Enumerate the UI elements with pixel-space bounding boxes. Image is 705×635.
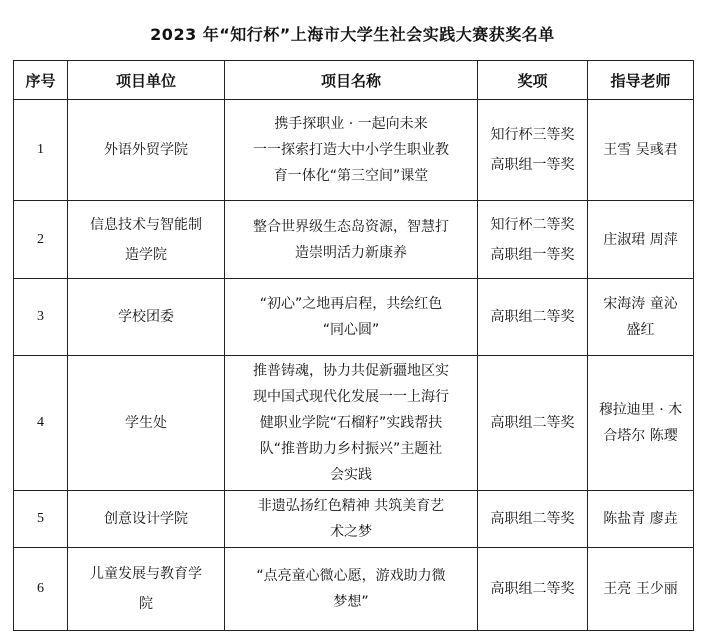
index-cell-line: 6: [37, 581, 44, 596]
award-cell-line: 高职组二等奖: [490, 511, 575, 527]
advisor-cell-line: 庄淑珺 周萍: [603, 231, 678, 248]
unit-cell-line: 造学院: [125, 246, 167, 263]
advisor-cell-line: 王雪 吴彧君: [603, 142, 678, 158]
project-name-cell-line: “初心”之地再启程，共绘红色: [259, 296, 443, 312]
award-cell: [478, 491, 588, 548]
unit-cell: [68, 491, 225, 548]
index-cell: [14, 201, 68, 279]
page-title: 2023 年“知行杯”上海市大学生社会实践大赛获奖名单: [150, 25, 555, 44]
project-name-cell: [225, 279, 478, 356]
header-unit: 项目单位: [68, 61, 225, 100]
unit-cell-line: 学校团委: [118, 309, 174, 325]
table-row: [14, 201, 694, 279]
unit-cell-line: 学生处: [125, 415, 167, 431]
project-name-cell-line: 梦想”: [333, 594, 369, 610]
unit-cell-line: 创意设计学院: [104, 511, 188, 527]
advisor-cell: [588, 201, 694, 279]
award-cell-line: 高职组二等奖: [490, 415, 575, 431]
unit-cell-line: 信息技术与智能制: [90, 216, 202, 233]
index-cell: [14, 356, 68, 491]
advisor-cell: [588, 356, 694, 491]
unit-cell: [68, 279, 225, 356]
project-name-cell-line: 队“推普助力乡村振兴”主题社: [259, 441, 443, 457]
unit-cell: [68, 201, 225, 279]
award-cell-line: 高职组一等奖: [490, 246, 575, 263]
project-name-cell: [225, 100, 478, 201]
index-cell-line: 3: [37, 309, 44, 324]
project-name-cell-line: “点亮童心微心愿，游戏助力微: [256, 568, 446, 584]
project-name-cell: [225, 491, 478, 548]
unit-cell-line: 儿童发展与教育学: [90, 566, 202, 582]
index-cell: [14, 491, 68, 548]
advisor-cell-line: 盛红: [626, 322, 655, 338]
project-name-cell-line: 整合世界级生态岛资源，智慧打: [253, 218, 449, 235]
project-name-cell-line: 健职业学院“石榴籽”实践帮扶: [259, 415, 443, 431]
project-name-cell-line: 非遗弘扬红色精神 共筑美育艺: [257, 498, 445, 514]
project-name-cell-line: 术之梦: [330, 524, 372, 540]
project-name-cell-line: 携手探职业 · 一起向未来: [274, 116, 428, 132]
header-name: 项目名称: [225, 61, 478, 100]
award-cell: [478, 100, 588, 201]
project-name-cell-line: 育一体化“第三空间”课堂: [273, 168, 429, 184]
advisor-cell-line: 穆拉迪里 · 木: [598, 402, 683, 418]
advisor-cell-line: 宋海涛 童沁: [603, 296, 678, 312]
award-cell-line: 高职组二等奖: [490, 309, 575, 325]
advisor-cell: [588, 279, 694, 356]
index-cell-line: 5: [37, 511, 44, 526]
advisor-cell-line: 陈盐青 廖垚: [603, 511, 678, 527]
unit-cell-line: 外语外贸学院: [104, 142, 188, 158]
header-row: [14, 61, 694, 100]
index-cell-line: 4: [37, 415, 44, 430]
project-name-cell: [225, 201, 478, 279]
project-name-cell-line: 一一探索打造大中小学生职业教: [253, 142, 449, 158]
table-row: [14, 279, 694, 356]
award-cell-line: 高职组二等奖: [490, 581, 575, 597]
project-name-cell-line: 推普铸魂，协力共促新疆地区实: [253, 363, 449, 379]
index-cell-line: 1: [37, 142, 44, 157]
header-index: 序号: [14, 61, 68, 100]
unit-cell: [68, 356, 225, 491]
award-cell: [478, 356, 588, 491]
advisor-cell: [588, 491, 694, 548]
award-cell: [478, 548, 588, 631]
advisor-cell: [588, 548, 694, 631]
project-name-cell: [225, 548, 478, 631]
index-cell: [14, 100, 68, 201]
index-cell: [14, 548, 68, 631]
award-cell: [478, 201, 588, 279]
table-row: [14, 491, 694, 548]
header-award: 奖项: [478, 61, 588, 100]
advisor-cell-line: 合塔尔 陈璎: [603, 428, 678, 444]
unit-cell-line: 院: [139, 596, 153, 612]
award-cell-line: 知行杯二等奖: [490, 216, 575, 233]
unit-cell: [68, 548, 225, 631]
table-row: [14, 548, 694, 631]
project-name-cell-line: “同心圆”: [322, 322, 380, 338]
header-advisor: 指导老师: [588, 61, 694, 100]
table-row: [14, 356, 694, 491]
award-cell-line: 知行杯三等奖: [490, 127, 575, 143]
index-cell-line: 2: [37, 231, 44, 247]
project-name-cell: [225, 356, 478, 491]
project-name-cell-line: 造崇明活力新康养: [295, 244, 407, 261]
advisor-cell-line: 王亮 王少丽: [603, 581, 678, 597]
project-name-cell-line: 会实践: [330, 467, 372, 483]
advisor-cell: [588, 100, 694, 201]
project-name-cell-line: 现中国式现代化发展一一上海行: [253, 389, 449, 405]
award-table: [13, 60, 694, 631]
award-cell-line: 高职组一等奖: [490, 157, 575, 173]
index-cell: [14, 279, 68, 356]
unit-cell: [68, 100, 225, 201]
award-cell: [478, 279, 588, 356]
table-row: [14, 100, 694, 201]
